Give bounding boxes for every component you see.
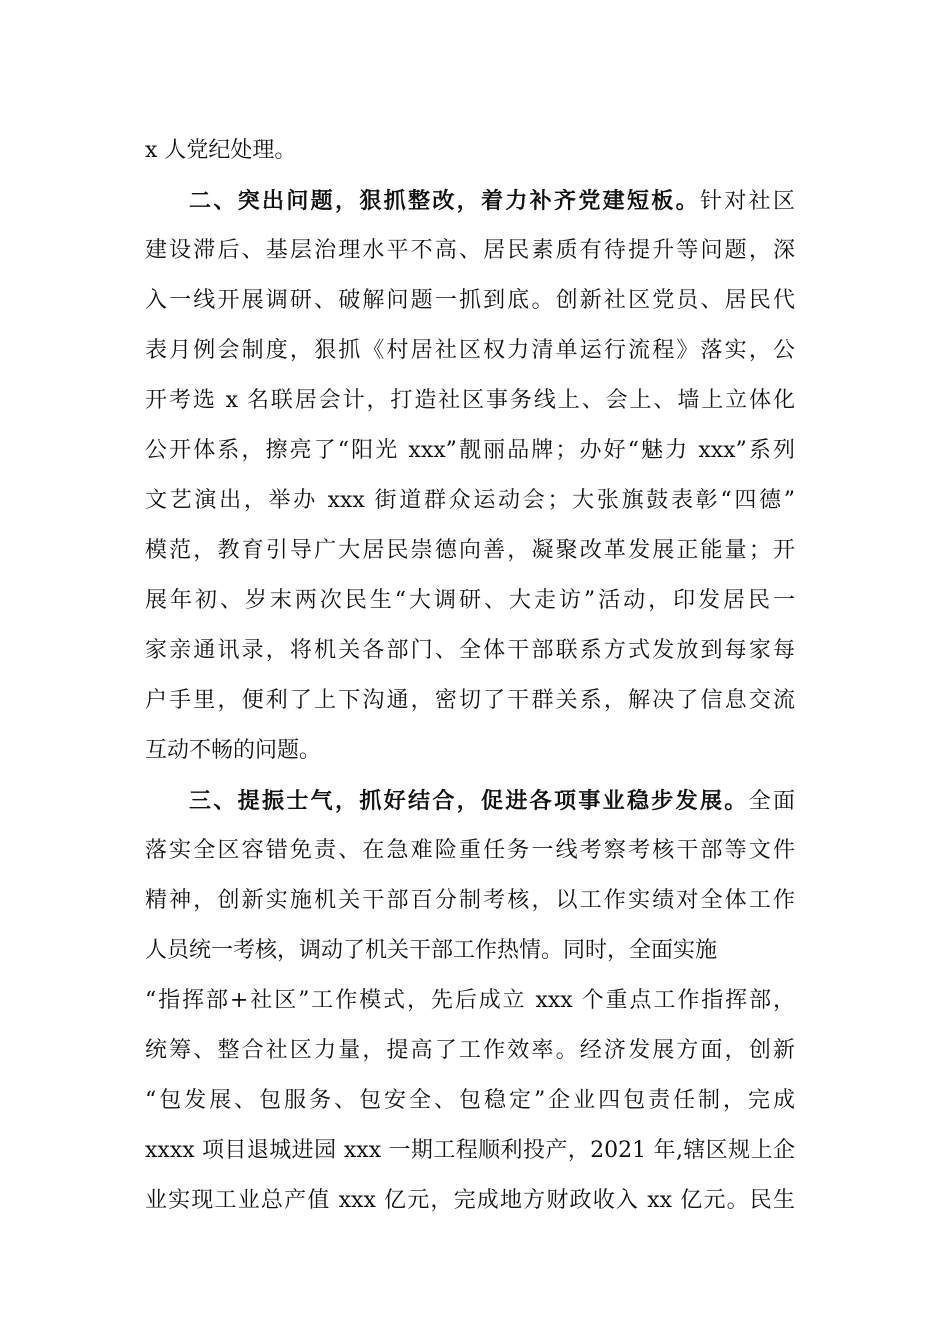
text-run: 全面 (748, 789, 795, 814)
text-run: 针对社区 (699, 189, 795, 214)
text-line (145, 586, 795, 616)
text-line (145, 1186, 795, 1216)
text-run: 业实现工业总产值 xxx 亿元，完成地方财政收入 xx 亿元。民生 (145, 1188, 795, 1213)
text-line (145, 436, 795, 466)
text-line (145, 136, 795, 166)
text-line (145, 286, 795, 316)
text-run: 建设滞后、基层治理水平不高、居民素质有待提升等问题，深 (145, 238, 795, 263)
text-line (145, 636, 795, 666)
text-line (145, 236, 795, 266)
text-run: 入一线开展调研、破解问题一抓到底。创新社区党员、居民代 (145, 288, 795, 313)
text-line (145, 736, 795, 766)
text-line (145, 536, 795, 566)
text-line (145, 686, 795, 716)
text-line (145, 486, 795, 516)
text-line (145, 836, 795, 866)
section-heading-line (189, 786, 795, 817)
text-line (145, 1136, 795, 1166)
text-run: 模范，教育引导广大居民崇德向善，凝聚改革发展正能量；开 (145, 538, 795, 563)
text-line (145, 386, 795, 416)
text-run: 文艺演出，举办 xxx 街道群众运动会；大张旗鼓表彰“四德” (145, 488, 795, 513)
text-line (145, 336, 795, 366)
text-run: 户手里，便利了上下沟通，密切了干群关系，解决了信息交流 (145, 688, 795, 713)
text-line (145, 1036, 795, 1066)
text-run: 公开体系，擦亮了“阳光 xxx”靓丽品牌；办好“魅力 xxx”系列 (145, 438, 795, 463)
text-run: 落实全区容错免责、在急难险重任务一线考察考核干部等文件 (145, 838, 795, 863)
text-line (145, 986, 795, 1016)
text-line (145, 936, 795, 966)
text-line (145, 1086, 795, 1116)
text-run: 展年初、岁末两次民生“大调研、大走访”活动，印发居民一 (145, 588, 795, 613)
section-heading: 二、突出问题，狠抓整改，着力补齐党建短板。 (189, 188, 700, 214)
text-line (145, 886, 795, 916)
text-run: x 人党纪处理。 (145, 138, 297, 163)
text-run: “指挥部+社区”工作模式，先后成立 xxx 个重点工作指挥部， (145, 988, 795, 1013)
text-run: 人员统一考核，调动了机关干部工作热情。同时，全面实施 (145, 938, 718, 963)
text-run: 精神，创新实施机关干部百分制考核，以工作实绩对全体工作 (145, 888, 795, 913)
text-run: 表月例会制度，狠抓《村居社区权力清单运行流程》落实，公 (145, 338, 795, 363)
text-run: 互动不畅的问题。 (145, 738, 322, 763)
text-run: 统筹、整合社区力量，提高了工作效率。经济发展方面，创新 (145, 1038, 795, 1063)
text-run: 开考选 x 名联居会计，打造社区事务线上、会上、墙上立体化 (145, 388, 795, 413)
text-run: xxxx 项目退城进园 xxx 一期工程顺利投产，2021 年,辖区规上企 (145, 1138, 795, 1163)
section-heading-line (189, 186, 795, 217)
section-heading: 三、提振士气，抓好结合，促进各项事业稳步发展。 (189, 788, 749, 814)
text-run: 家亲通讯录，将机关各部门、全体干部联系方式发放到每家每 (145, 638, 795, 663)
text-run: “包发展、包服务、包安全、包稳定”企业四包责任制，完成 (145, 1088, 795, 1113)
